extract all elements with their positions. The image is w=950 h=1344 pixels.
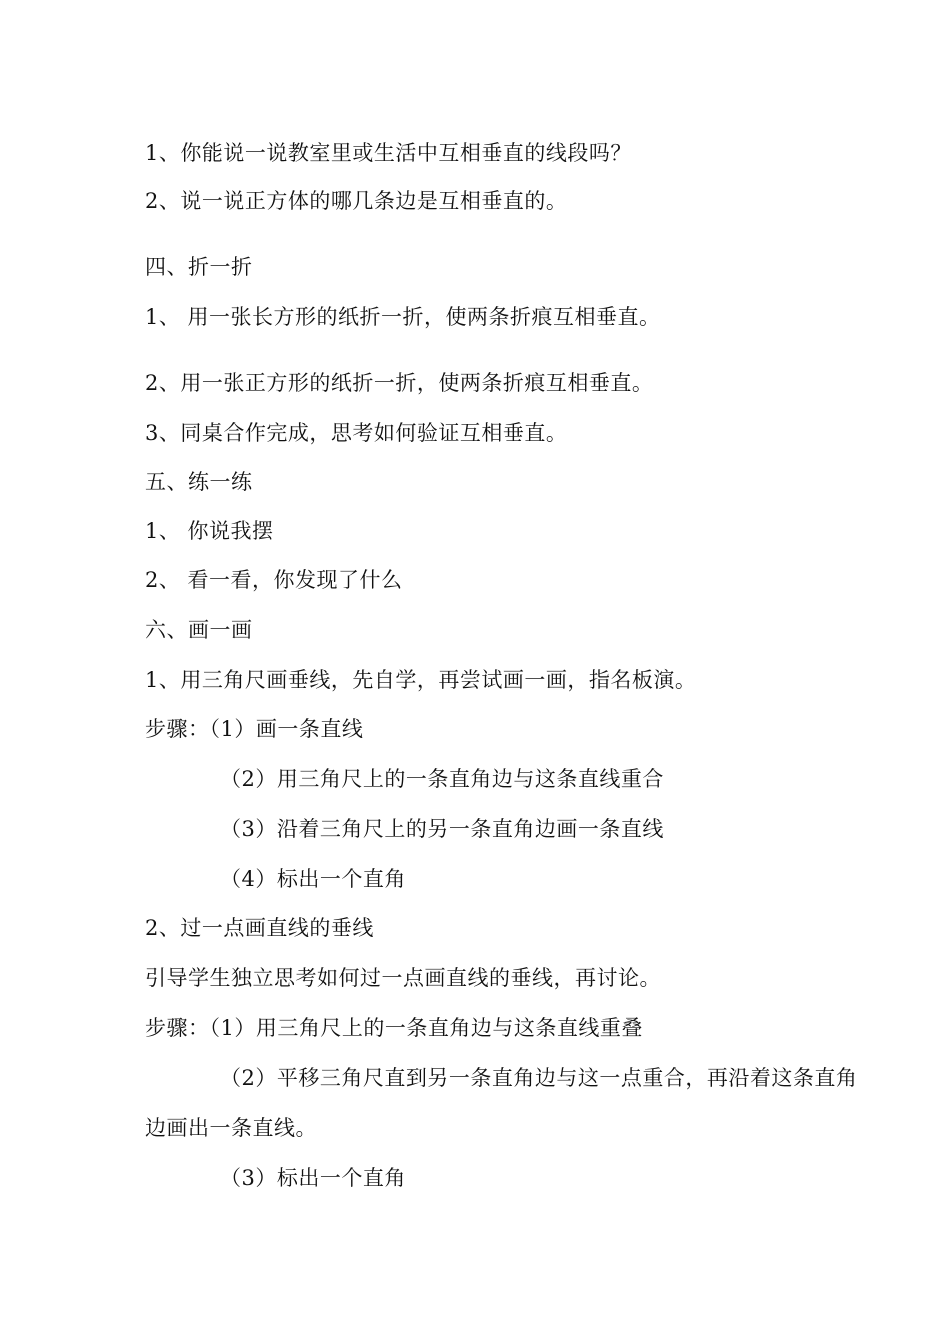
steps-2-item-2: （2）平移三角尺直到另一条直角边与这一点重合，再沿着这条直角 xyxy=(220,1066,858,1090)
fold-step-1: 1、 用一张长方形的纸折一折，使两条折痕互相垂直。 xyxy=(145,305,661,329)
steps-2-intro: 步骤：（1）用三角尺上的一条直角边与这条直线重叠 xyxy=(145,1016,643,1040)
section-heading-practice: 五、练一练 xyxy=(145,470,253,494)
fold-step-3: 3、同桌合作完成，思考如何验证互相垂直。 xyxy=(145,421,568,445)
section-heading-fold: 四、折一折 xyxy=(145,255,253,279)
draw-item-1: 1、用三角尺画垂线，先自学，再尝试画一画，指名板演。 xyxy=(145,668,697,692)
steps-1-item-3: （3）沿着三角尺上的另一条直角边画一条直线 xyxy=(220,817,664,841)
question-2: 2、说一说正方体的哪几条边是互相垂直的。 xyxy=(145,189,568,213)
guide-text: 引导学生独立思考如何过一点画直线的垂线，再讨论。 xyxy=(145,966,661,990)
question-1: 1、你能说一说教室里或生活中互相垂直的线段吗？ xyxy=(145,141,632,165)
section-heading-draw: 六、画一画 xyxy=(145,618,253,642)
steps-1-intro: 步骤：（1）画一条直线 xyxy=(145,717,364,741)
practice-item-2: 2、 看一看，你发现了什么 xyxy=(145,568,403,592)
steps-2-item-2-continued: 边画出一条直线。 xyxy=(145,1116,317,1140)
steps-1-item-2: （2）用三角尺上的一条直角边与这条直线重合 xyxy=(220,767,664,791)
fold-step-2: 2、用一张正方形的纸折一折，使两条折痕互相垂直。 xyxy=(145,371,654,395)
steps-1-item-4: （4）标出一个直角 xyxy=(220,867,406,891)
draw-item-2: 2、过一点画直线的垂线 xyxy=(145,916,374,940)
steps-2-item-3: （3）标出一个直角 xyxy=(220,1166,406,1190)
practice-item-1: 1、 你说我摆 xyxy=(145,519,274,543)
